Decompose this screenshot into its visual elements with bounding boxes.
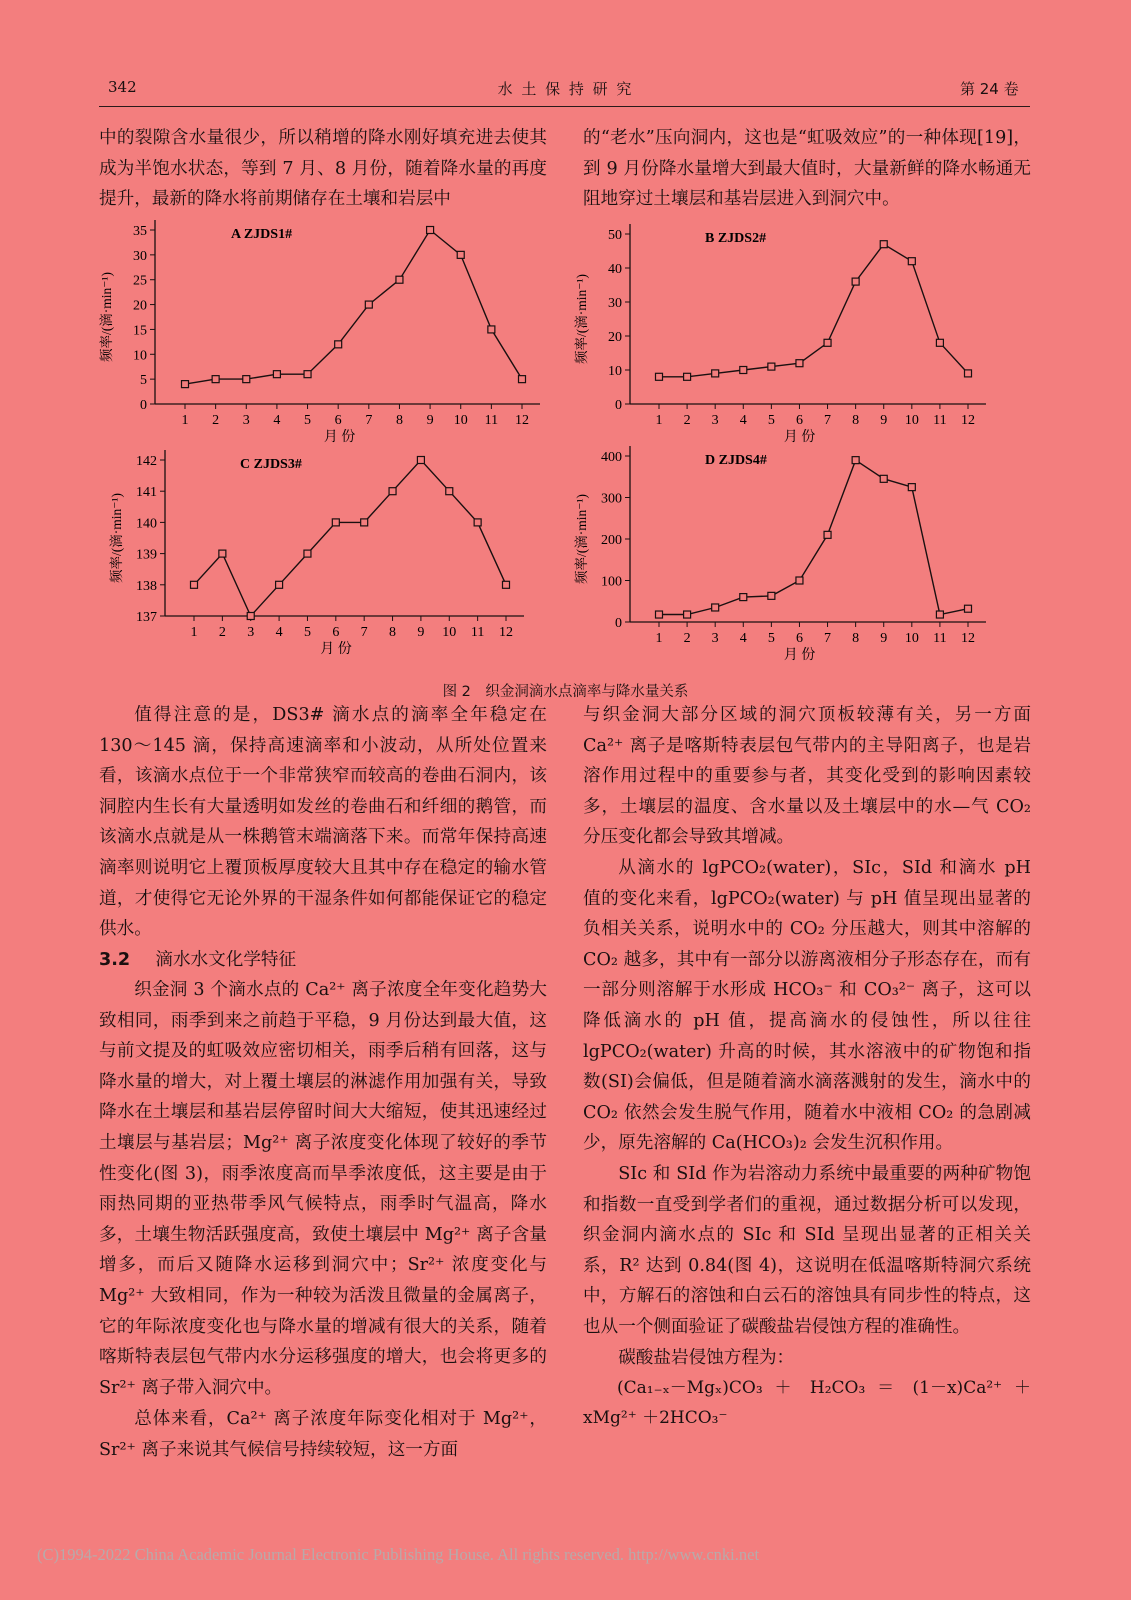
x-tick-label: 9 [880,413,888,428]
data-point [474,519,481,526]
equation-line-1: (Ca₁₋ₓ－Mgₓ)CO₃ ＋ H₂CO₃ ＝ (1－x)Ca²⁺ ＋ [617,1378,1031,1398]
journal-title: 水 土 保 持 研 究 [497,80,634,98]
erosion-equation [583,1373,1031,1433]
x-tick-label: 1 [181,413,189,428]
y-tick-label: 40 [608,262,622,277]
data-point [446,488,453,495]
top-right-paragraph: 的“老水”压向洞内，这也是“虹吸效应”的一种体现[19]，到 9 月份降水量增大到最大值时，大量新鲜的降水畅通无阻地穿过土壤层和基岩层进入到洞穴中。 [583,128,1031,210]
y-axis-label: 频率/(滴·min⁻¹) [109,493,124,583]
x-tick-label: 7 [824,413,832,428]
header-rule [99,106,1030,107]
chart-panel-2 [574,224,986,445]
data-point [796,577,803,584]
data-point [656,373,663,380]
series-line [659,244,968,377]
x-tick-label: 8 [389,625,397,640]
chart-title: C ZJDS3# [240,457,302,472]
y-tick-label: 141 [136,485,157,501]
data-point [276,581,283,588]
top-left-paragraph: 中的裂隙含水量很少，所以稍增的降水刚好填充进去使其成为半饱水状态，等到 7 月、8 月份，随着降水量的再度提升，最新的降水将前期储存在土壤和岩层中 [99,128,547,210]
data-point [361,519,368,526]
left-paragraph-1: 值得注意的是，DS3# 滴水点的滴率全年稳定在 130～145 滴，保持高速滴率和小波动，从所处位置来看，该滴水点位于一个非常狭窄而较高的卷曲石洞内，该洞腔内生长有大量透明如发丝的卷曲石和纤细的鹅管，而该滴水点就是从一株鹅管末端滴落下来。而常年保持高速滴率则说明它上覆顶板厚度较大且其中存在稳定的输水管道，才使得它无论外界的干湿条件如何都能保证它的稳定供水。 [99,705,547,940]
x-tick-label: 5 [303,625,311,640]
data-point [768,592,775,599]
x-tick-label: 9 [426,413,434,428]
series-line [185,230,522,384]
section-number: 3.2 [99,950,131,970]
chart-title: B ZJDS2# [705,231,767,246]
data-point [824,531,831,538]
chart-panel-1 [99,220,540,445]
x-tick-label: 3 [711,413,719,428]
data-point [768,363,775,370]
x-tick-label: 6 [334,413,342,428]
y-tick-label: 10 [133,348,147,364]
right-paragraph-2: 从滴水的 lgPCO₂(water)，SIc，SId 和滴水 pH 值的变化来看，lgPCO₂(water) 与 pH 值呈现出显著的负相关关系，说明水中的 CO₂ 分压越大，则其中溶解的 CO₂ 越多，其中有一部分以游离液相分子形态存在，而有一部分则溶解于水形成 HCO₃⁻ 和 CO₃²⁻ 离子，这可以降低滴水的 pH 值，提高滴水的侵蚀性，所以往往 lgPCO₂(water) 升高的时候，其水溶液中的矿物饱和指数(SI)会偏低，但是随着滴水滴落溅射的发生，滴水中的 CO₂ 依然会发生脱气作用，随着水中液相 CO₂ 的急剧减少，原先溶解的 Ca(HCO₃)₂ 会发生沉积作用。 [583,858,1031,1154]
y-tick-label: 20 [133,298,147,314]
x-tick-label: 9 [417,625,425,640]
equation-line-2: xMg²⁺ ＋2HCO₃⁻ [583,1408,728,1428]
y-tick-label: 140 [136,516,157,532]
data-point [936,339,943,346]
data-point [656,611,663,618]
y-tick-label: 10 [608,364,622,379]
y-tick-label: 139 [136,547,157,563]
x-tick-label: 6 [795,631,803,646]
data-point [389,488,396,495]
x-tick-label: 12 [515,413,529,428]
right-paragraph-1: 与织金洞大部分区域的洞穴顶板较薄有关，另一方面 Ca²⁺ 离子是喀斯特表层包气带内的主导阳离子，也是岩溶作用过程中的重要参与者，其变化受到的影响因素较多，土壤层的温度、含水量以及土壤层中的水—气 CO₂ 分压变化都会导致其增减。 [583,705,1031,848]
data-point [740,594,747,601]
x-tick-label: 5 [767,631,775,646]
figure-2-charts [0,210,1131,680]
data-point [936,611,943,618]
section-title: 滴水水文化学特征 [155,950,297,970]
data-point [852,278,859,285]
x-tick-label: 4 [275,625,283,640]
section-heading [99,945,296,975]
x-tick-label: 2 [218,625,226,640]
y-tick-label: 0 [615,398,622,413]
x-tick-label: 8 [852,413,860,428]
y-tick-label: 200 [601,533,622,548]
y-tick-label: 5 [140,373,147,389]
y-tick-label: 138 [136,578,157,594]
x-tick-label: 1 [190,625,198,640]
y-tick-label: 300 [601,491,622,507]
x-tick-label: 7 [360,625,368,640]
data-point [243,376,250,383]
data-point [365,301,372,308]
x-tick-label: 7 [824,631,832,646]
y-tick-label: 0 [615,616,622,631]
x-tick-label: 12 [499,625,513,640]
x-tick-label: 4 [739,631,747,646]
y-tick-label: 35 [133,224,147,239]
y-tick-label: 25 [133,273,147,289]
data-point [247,613,254,620]
x-tick-label: 2 [683,413,691,428]
data-point [824,339,831,346]
y-tick-label: 100 [601,574,622,590]
y-axis-label: 频率/(滴·min⁻¹) [574,494,589,584]
y-tick-label: 30 [133,248,147,264]
x-tick-label: 10 [453,413,468,428]
x-tick-label: 1 [655,413,663,428]
x-tick-label: 9 [880,631,888,646]
data-point [503,581,510,588]
data-point [304,371,311,378]
data-point [796,360,803,367]
series-line [659,460,968,614]
data-point [417,457,424,464]
x-tick-label: 3 [711,631,719,646]
x-tick-label: 8 [395,413,403,428]
x-tick-label: 11 [933,631,947,646]
data-point [212,376,219,383]
left-paragraph-2: 织金洞 3 个滴水点的 Ca²⁺ 离子浓度全年变化趋势大致相同，雨季到来之前趋于平稳，9 月份达到最大值，这与前文提及的虹吸效应密切相关，雨季后稍有回落，这与降水量的增大，对上覆土壤层的淋滤作用加强有关，导致降水在土壤层和基岩层停留时间大大缩短，使其迅速经过土壤层与基岩层；Mg²⁺ 离子浓度变化体现了较好的季节性变化(图 3)，雨季浓度高而旱季浓度低，这主要是由于雨热同期的亚热带季风气候特点，雨季时气温高，降水多，土壤生物活跃强度高，致使土壤层中 Mg²⁺ 离子含量增多，而后又随降水运移到洞穴中；Sr²⁺ 浓度变化与 Mg²⁺ 大致相同，作为一种较为活泼且微量的金属离子，它的年际浓度变化也与降水量的增减有很大的关系，随着喀斯特表层包气带内水分运移强度的增大，也会将更多的 Sr²⁺ 离子带入洞穴中。 [99,980,547,1398]
data-point [191,581,198,588]
y-tick-label: 30 [608,296,622,311]
y-tick-label: 50 [608,228,622,243]
x-axis-label: 月 份 [783,648,816,663]
data-point [304,550,311,557]
x-tick-label: 4 [739,413,747,428]
chart-panel-4 [574,446,986,663]
page-number: 342 [108,78,137,96]
series-line [194,460,506,616]
x-tick-label: 2 [683,631,691,646]
x-axis-label: 月 份 [783,430,816,445]
x-tick-label: 10 [904,413,919,428]
x-tick-label: 11 [484,413,499,428]
data-point [332,519,339,526]
data-point [396,276,403,283]
x-tick-label: 12 [961,413,975,428]
x-tick-label: 12 [961,631,975,646]
x-tick-label: 8 [852,631,860,646]
data-point [740,367,747,374]
data-point [488,326,495,333]
x-axis-label: 月 份 [323,430,356,445]
right-paragraph-4: 碳酸盐岩侵蚀方程为： [618,1348,795,1368]
x-tick-label: 11 [470,625,485,640]
data-point [908,484,915,491]
y-axis-label: 频率/(滴·min⁻¹) [99,272,114,362]
x-tick-label: 3 [242,413,250,428]
data-point [219,550,226,557]
x-tick-label: 1 [655,631,663,646]
data-point [519,376,526,383]
volume-label: 第 24 卷 [960,80,1019,98]
data-point [273,371,280,378]
x-tick-label: 5 [304,413,312,428]
data-point [908,258,915,265]
chart-title: A ZJDS1# [231,227,293,242]
data-point [965,605,972,612]
data-point [684,611,691,618]
y-tick-label: 0 [140,398,147,413]
x-tick-label: 10 [442,625,457,640]
figure-caption: 图 2 织金洞滴水点滴率与降水量关系 [442,684,689,700]
data-point [880,241,887,248]
x-tick-label: 6 [332,625,340,640]
x-tick-label: 7 [365,413,373,428]
x-tick-label: 5 [767,413,775,428]
x-tick-label: 6 [795,413,803,428]
data-point [852,457,859,464]
chart-title: D ZJDS4# [705,453,767,468]
chart-panel-3 [109,450,524,657]
y-axis-label: 频率/(滴·min⁻¹) [574,274,589,364]
x-tick-label: 10 [904,631,919,646]
x-tick-label: 3 [247,625,255,640]
x-axis-label: 月 份 [320,642,352,657]
y-tick-label: 20 [608,330,622,345]
data-point [965,370,972,377]
data-point [182,381,189,388]
copyright-footer: (C)1994-2022 China Academic Journal Electronic Publishing House. All rights reserved. http://www.cnki.net [37,1545,760,1564]
data-point [335,341,342,348]
y-tick-label: 15 [133,323,147,339]
x-tick-label: 11 [933,413,947,428]
data-point [880,475,887,482]
left-paragraph-3: 总体来看，Ca²⁺ 离子浓度年际变化相对于 Mg²⁺，Sr²⁺ 离子来说其气候信号持续较短，这一方面 [99,1409,547,1460]
x-tick-label: 2 [212,413,220,428]
data-point [684,373,691,380]
x-tick-label: 4 [273,413,281,428]
data-point [712,370,719,377]
data-point [427,227,434,234]
right-paragraph-3: SIc 和 SId 作为岩溶动力系统中最重要的两种矿物饱和指数一直受到学者们的重视，通过数据分析可以发现，织金洞内滴水点的 SIc 和 SId 呈现出显著的正相关关系，R² 达到 0.84(图 4)，这说明在低温喀斯特洞穴系统中，方解石的溶蚀和白云石的溶蚀具有同步性的特点，这也从一个侧面验证了碳酸盐岩侵蚀方程的准确性。 [583,1164,1031,1337]
y-tick-label: 142 [136,454,157,469]
data-point [457,251,464,258]
data-point [712,604,719,611]
y-tick-label: 400 [601,450,622,465]
y-tick-label: 137 [136,610,157,625]
